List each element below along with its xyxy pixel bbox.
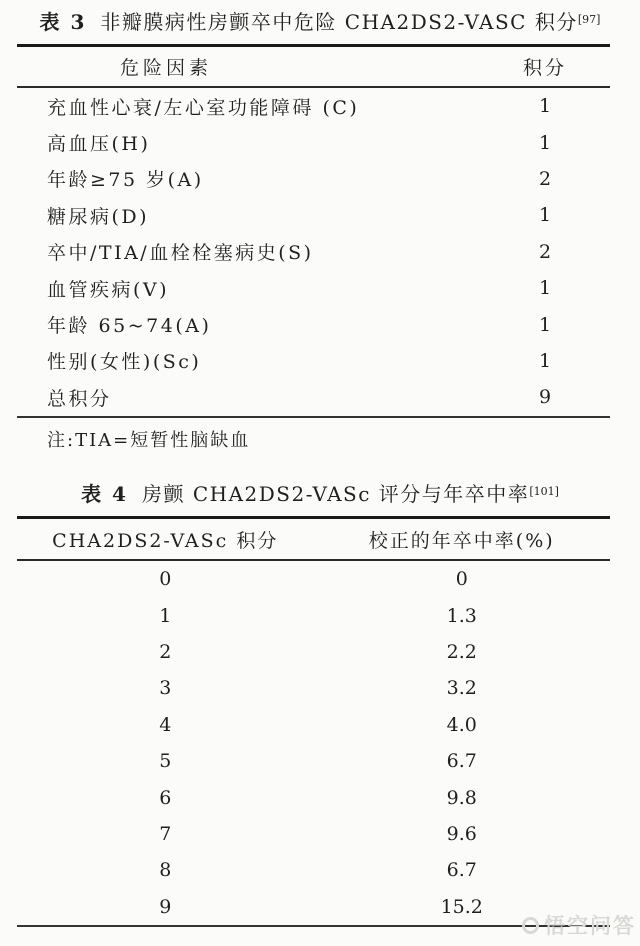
table3-title-text: 非瓣膜病性房颤卒中危险 CHA2DS2-VASC 积分 <box>100 10 578 34</box>
table4-header-rate: 校正的年卒中率(%) <box>368 529 555 552</box>
table-row <box>17 379 610 415</box>
score-cell: 3 <box>159 677 172 700</box>
risk-factor-cell: 性别(女性)(Sc) <box>47 351 202 374</box>
table-row <box>17 197 610 233</box>
rate-cell: 3.2 <box>446 677 477 700</box>
score-cell: 1 <box>538 131 552 154</box>
score-cell: 2 <box>538 240 552 263</box>
table-row <box>17 779 610 815</box>
rate-cell: 15.2 <box>440 895 483 918</box>
rate-cell: 6.7 <box>446 750 477 773</box>
table-row <box>17 743 610 779</box>
rate-cell: 0 <box>455 568 468 591</box>
rate-cell: 2.2 <box>446 640 477 663</box>
table-row <box>17 707 610 743</box>
score-cell: 1 <box>538 349 552 372</box>
table-row <box>17 306 610 342</box>
watermark <box>522 910 636 940</box>
wukong-logo-icon <box>522 917 539 934</box>
score-cell: 1 <box>538 313 552 336</box>
table-row <box>17 634 610 670</box>
table-row <box>17 124 610 160</box>
risk-factor-cell: 高血压(H) <box>47 133 151 156</box>
table3-label: 表 3 <box>39 10 87 34</box>
table4-body <box>17 561 610 927</box>
table3-title <box>0 6 640 35</box>
score-cell: 4 <box>159 713 172 736</box>
rate-cell: 6.7 <box>446 859 477 882</box>
rate-cell: 9.6 <box>446 822 477 845</box>
table4-header-row <box>17 519 610 561</box>
rate-cell: 9.8 <box>446 786 477 809</box>
table-row <box>17 88 610 124</box>
risk-factor-cell: 年龄≥75 岁(A) <box>47 169 204 192</box>
score-cell: 8 <box>159 859 172 882</box>
score-cell: 9 <box>538 386 552 409</box>
risk-factor-cell: 年龄 65~74(A) <box>47 315 212 338</box>
table3-header-row <box>17 47 610 88</box>
table-row <box>17 343 610 379</box>
table3-header-score: 积分 <box>522 57 567 79</box>
risk-factor-cell: 充血性心衰/左心室功能障碍 (C) <box>47 96 360 119</box>
table-row <box>17 161 610 197</box>
score-cell: 6 <box>159 786 172 809</box>
score-cell: 0 <box>159 568 172 591</box>
score-cell: 7 <box>159 822 172 845</box>
score-cell: 1 <box>538 277 552 300</box>
table4-reference-marker: [101] <box>529 485 559 498</box>
table4-stroke-rate <box>17 516 610 927</box>
score-cell: 1 <box>538 204 552 227</box>
table4-title-text: 房颤 CHA2DS2-VASc 评分与年卒中率 <box>141 482 530 506</box>
table4-title <box>0 478 640 507</box>
table4-header-score: CHA2DS2-VASc 积分 <box>52 529 279 552</box>
table3-risk-factors <box>17 44 610 418</box>
watermark-text: 悟空问答 <box>544 914 636 938</box>
table3-footnote: 注:TIA=短暂性脑缺血 <box>47 430 251 451</box>
table3-body <box>17 88 610 418</box>
table3-reference-marker: [97] <box>577 13 601 26</box>
table4-label: 表 4 <box>81 482 128 506</box>
score-cell: 5 <box>159 750 172 773</box>
table-row <box>17 852 610 888</box>
table-row <box>17 270 610 306</box>
table-row <box>17 670 610 706</box>
score-cell: 1 <box>538 95 552 118</box>
table-row <box>17 816 610 852</box>
score-cell: 2 <box>159 640 172 663</box>
rate-cell: 4.0 <box>446 713 477 736</box>
score-cell: 1 <box>159 604 172 627</box>
risk-factor-cell: 糖尿病(D) <box>47 205 150 228</box>
risk-factor-cell: 总积分 <box>47 387 112 410</box>
table-row <box>17 597 610 633</box>
risk-factor-cell: 血管疾病(V) <box>47 278 170 301</box>
table3-header-factor: 危险因素 <box>119 57 212 79</box>
score-cell: 2 <box>538 167 552 190</box>
rate-cell: 1.3 <box>446 604 477 627</box>
risk-factor-cell: 卒中/TIA/血栓栓塞病史(S) <box>47 242 314 265</box>
table-row <box>17 561 610 597</box>
score-cell: 9 <box>159 895 172 918</box>
table-row <box>17 234 610 270</box>
